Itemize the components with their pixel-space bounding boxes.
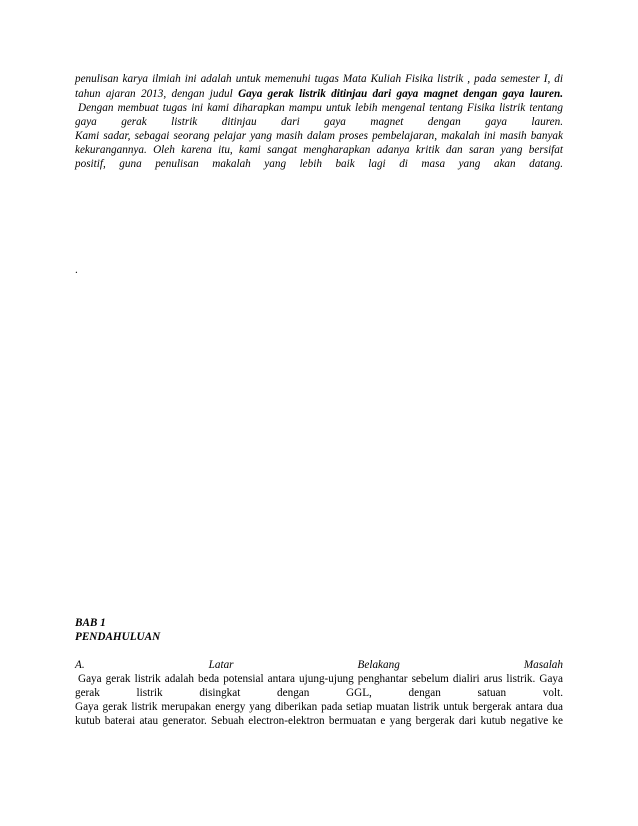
section-heading: A. Latar Belakang Masalah <box>75 659 563 671</box>
body-line-3: Gaya gerak listrik merupakan energy yang diberikan pada setiap muatan listrik untuk bergerak antara dua <box>75 701 563 713</box>
preface-line-5: Kami sadar, sebagai seorang pelajar yang masih dalam proses pembelajaran, makalah ini masih banyak <box>75 130 563 142</box>
preface-line-2 <box>75 87 563 101</box>
body-line-2: gerak listrik disingkat dengan GGL, dengan satuan volt. <box>75 687 563 699</box>
body-line-4: kutub baterai atau generator. Sebuah electron-elektron bermuatan e yang bergerak dari kutub negative ke <box>75 715 563 727</box>
preface-line-7: positif, guna penulisan makalah yang lebih baik lagi di masa yang akan datang. <box>75 158 563 170</box>
preface-line-6: kekurangannya. Oleh karena itu, kami sangat mengharapkan adanya kritik dan saran yang bersifat <box>75 144 563 156</box>
chapter-number: BAB 1 <box>75 617 106 629</box>
preface-line-1: penulisan karya ilmiah ini adalah untuk memenuhi tugas Mata Kuliah Fisika listrik , pada semester I, di <box>75 73 563 85</box>
paper-title-bold: Gaya gerak listrik ditinjau dari gaya magnet dengan gaya lauren. <box>238 88 563 100</box>
chapter-title: PENDAHULUAN <box>75 631 161 643</box>
body-line-1: Gaya gerak listrik adalah beda potensial antara ujung-ujung penghantar sebelum dialiri arus listrik. Gaya <box>78 673 563 685</box>
preface-line-2-text: tahun ajaran 2013, dengan judul <box>75 88 239 100</box>
preface-line-3: Dengan membuat tugas ini kami diharapkan mampu untuk lebih mengenal tentang Fisika listrik tentang <box>78 102 563 114</box>
stray-dot: . <box>75 264 78 276</box>
preface-line-4: gaya gerak listrik ditinjau dari gaya magnet dengan gaya lauren. <box>75 116 563 128</box>
